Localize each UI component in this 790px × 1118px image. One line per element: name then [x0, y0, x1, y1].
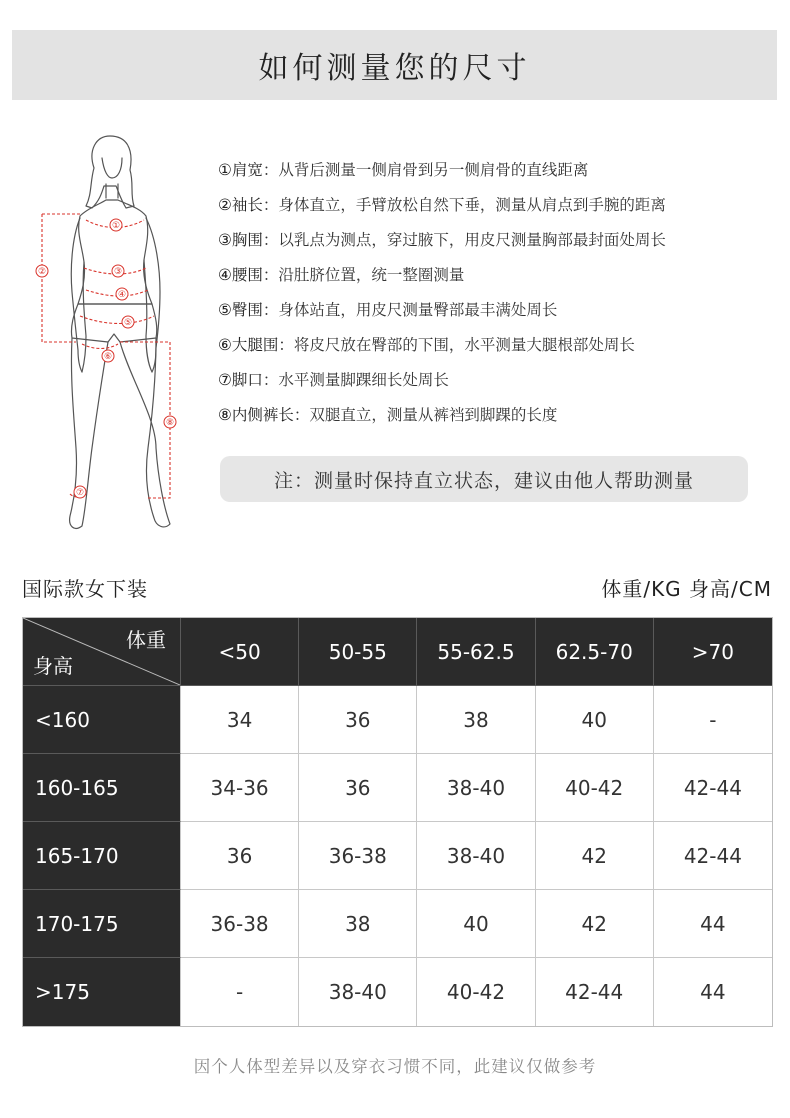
marker-3: ③	[113, 267, 123, 277]
row-header: 160-165	[23, 754, 181, 822]
table-cell: 36	[299, 754, 417, 822]
row-header: 165-170	[23, 822, 181, 890]
instruction-label: ③胸围	[218, 231, 263, 249]
instruction-label: ⑦脚口	[218, 371, 263, 389]
column-header: 50-55	[299, 618, 417, 686]
instruction-text: ：水平测量脚踝细长处周长	[262, 371, 449, 389]
column-header: >70	[654, 618, 772, 686]
instruction-label: ④腰围	[218, 266, 263, 284]
table-cell: 36-38	[181, 890, 299, 958]
column-header: <50	[181, 618, 299, 686]
table-cell: 40-42	[536, 754, 654, 822]
table-units: 体重/KG 身高/CM	[601, 577, 772, 601]
instruction-waist	[218, 260, 778, 295]
table-cell: 40	[536, 686, 654, 754]
instruction-shoulder	[218, 155, 778, 190]
instruction-inseam	[218, 400, 778, 435]
table-cell: 40	[417, 890, 535, 958]
table-cell: 38-40	[299, 958, 417, 1026]
table-cell: 44	[654, 890, 772, 958]
instruction-sleeve	[218, 190, 778, 225]
measurement-note: 注：测量时保持直立状态，建议由他人帮助测量	[220, 456, 748, 502]
row-header: 170-175	[23, 890, 181, 958]
table-cell: 38-40	[417, 822, 535, 890]
instruction-label: ①肩宽	[218, 161, 263, 179]
corner-height-label: 身高	[33, 654, 73, 678]
marker-8: ⑧	[165, 418, 175, 428]
table-cell: 36	[181, 822, 299, 890]
marker-2: ②	[37, 267, 47, 277]
marker-7: ⑦	[75, 488, 85, 498]
instruction-thigh	[218, 330, 778, 365]
instruction-text: ：沿肚脐位置，统一整圈测量	[262, 266, 465, 284]
table-cell: 44	[700, 980, 726, 1004]
table-cell: 34	[181, 686, 299, 754]
column-header: 55-62.5	[417, 618, 535, 686]
instruction-hem	[218, 365, 778, 400]
table-cell: 42-44	[654, 754, 772, 822]
table-cell: 42	[536, 890, 654, 958]
instruction-hip	[218, 295, 778, 330]
marker-6: ⑥	[103, 352, 113, 362]
instruction-label: ⑤臀围	[218, 301, 263, 319]
body-measurement-figure	[30, 128, 200, 548]
marker-5: ⑤	[123, 318, 133, 328]
table-cell: 42-44	[536, 958, 654, 1026]
instruction-text: ：将皮尺放在臀部的下围，水平测量大腿根部处周长	[278, 336, 635, 354]
page-title: 如何测量您的尺寸	[258, 51, 531, 86]
table-cell: -	[181, 958, 299, 1026]
size-table	[22, 617, 773, 1027]
footer-note: 因个人体型差异以及穿衣习惯不同，此建议仅做参考	[193, 1057, 597, 1076]
table-cell: 36	[299, 686, 417, 754]
instruction-label: ②袖长	[218, 196, 263, 214]
instruction-label: ⑥大腿围	[218, 336, 279, 354]
table-cell: 38	[299, 890, 417, 958]
table-cell: 36-38	[299, 822, 417, 890]
table-cell: 42-44	[654, 822, 772, 890]
table-cell: 38-40	[417, 754, 535, 822]
instruction-label: ⑧内侧裤长	[218, 406, 294, 424]
table-cell: 42	[536, 822, 654, 890]
table-cell: -	[654, 686, 772, 754]
instruction-bust	[218, 225, 778, 260]
row-header: >175	[23, 958, 181, 1026]
marker-4: ④	[117, 290, 127, 300]
table-corner	[23, 618, 181, 686]
table-title: 国际款女下装	[22, 577, 148, 601]
header-band	[12, 30, 777, 100]
row-header: <160	[23, 686, 181, 754]
instruction-text: ：身体直立，手臂放松自然下垂，测量从肩点到手腕的距离	[262, 196, 666, 214]
column-header: 62.5-70	[536, 618, 654, 686]
corner-weight-label: 体重	[126, 628, 166, 652]
marker-1: ①	[111, 221, 121, 231]
instruction-text: ：身体站直，用皮尺测量臀部最丰满处周长	[262, 301, 558, 319]
table-cell: 34-36	[181, 754, 299, 822]
table-cell: 38	[417, 686, 535, 754]
instruction-text: ：以乳点为测点，穿过腋下，用皮尺测量胸部最封面处周长	[262, 231, 666, 249]
table-cell: 40-42	[417, 958, 535, 1026]
instruction-text: ：从背后测量一侧肩骨到另一侧肩骨的直线距离	[262, 161, 589, 179]
measurement-instructions	[218, 155, 778, 435]
instruction-text: ：双腿直立，测量从裤裆到脚踝的长度	[293, 406, 558, 424]
